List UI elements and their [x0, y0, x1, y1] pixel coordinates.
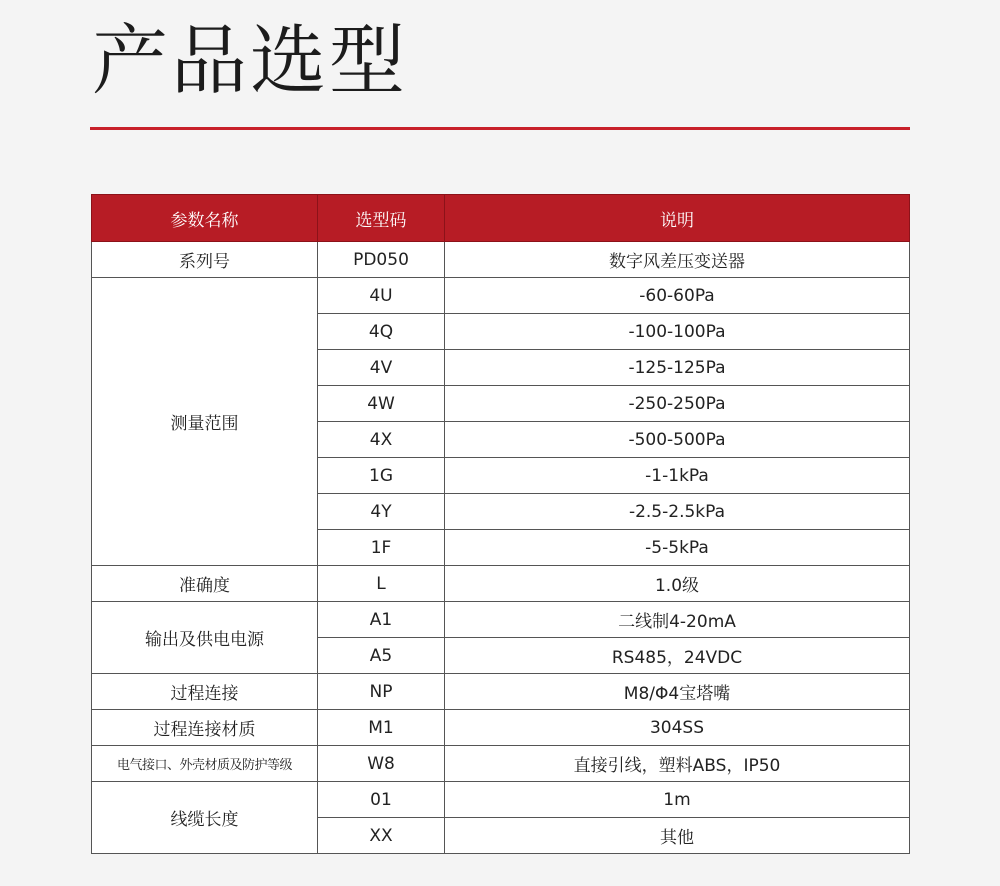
desc-cell: -1-1kPa [445, 458, 910, 494]
header-param: 参数名称 [92, 195, 318, 242]
code-cell: 1G [318, 458, 445, 494]
code-cell: A5 [318, 638, 445, 674]
desc-cell: 304SS [445, 710, 910, 746]
desc-cell: -5-5kPa [445, 530, 910, 566]
table-row [92, 674, 910, 710]
desc-cell: -250-250Pa [445, 386, 910, 422]
selection-table [91, 194, 910, 854]
code-cell: PD050 [318, 242, 445, 278]
desc-cell: -100-100Pa [445, 314, 910, 350]
table-row [92, 278, 910, 314]
desc-cell: -125-125Pa [445, 350, 910, 386]
table-row [92, 746, 910, 782]
param-cell: 测量范围 [92, 278, 318, 566]
code-cell: A1 [318, 602, 445, 638]
desc-cell: 其他 [445, 818, 910, 854]
desc-cell: -2.5-2.5kPa [445, 494, 910, 530]
code-cell: 4Q [318, 314, 445, 350]
code-cell: 01 [318, 782, 445, 818]
param-cell: 过程连接材质 [92, 710, 318, 746]
param-cell: 系列号 [92, 242, 318, 278]
code-cell: XX [318, 818, 445, 854]
desc-cell: 1m [445, 782, 910, 818]
desc-cell: 直接引线，塑料ABS，IP50 [445, 746, 910, 782]
header-code: 选型码 [318, 195, 445, 242]
desc-cell: -60-60Pa [445, 278, 910, 314]
code-cell: 4W [318, 386, 445, 422]
code-cell: 1F [318, 530, 445, 566]
header-row [92, 195, 910, 242]
code-cell: NP [318, 674, 445, 710]
code-cell: 4X [318, 422, 445, 458]
desc-cell: RS485，24VDC [445, 638, 910, 674]
desc-cell: -500-500Pa [445, 422, 910, 458]
param-cell: 过程连接 [92, 674, 318, 710]
desc-cell: 二线制4-20mA [445, 602, 910, 638]
param-cell: 准确度 [92, 566, 318, 602]
table-row [92, 710, 910, 746]
desc-cell: 数字风差压变送器 [445, 242, 910, 278]
desc-cell: 1.0级 [445, 566, 910, 602]
page-title: 产品选型 [92, 16, 408, 105]
title-divider [90, 127, 910, 130]
table-row [92, 242, 910, 278]
code-cell: M1 [318, 710, 445, 746]
table-row [92, 602, 910, 638]
header-desc: 说明 [445, 195, 910, 242]
param-cell: 输出及供电电源 [92, 602, 318, 674]
desc-cell: M8/Φ4宝塔嘴 [445, 674, 910, 710]
code-cell: 4Y [318, 494, 445, 530]
code-cell: 4V [318, 350, 445, 386]
table-row [92, 566, 910, 602]
code-cell: 4U [318, 278, 445, 314]
table-row [92, 782, 910, 818]
param-cell: 电气接口、外壳材质及防护等级 [92, 746, 318, 782]
param-cell: 线缆长度 [92, 782, 318, 854]
code-cell: L [318, 566, 445, 602]
code-cell: W8 [318, 746, 445, 782]
